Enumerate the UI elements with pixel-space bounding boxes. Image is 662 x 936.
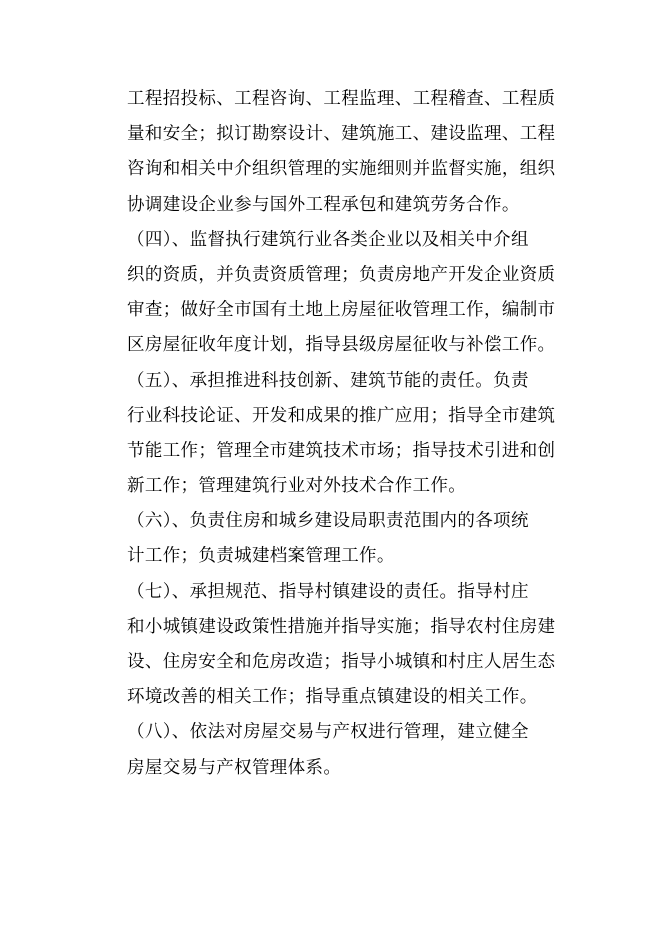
paragraph-item-7 [127,575,567,716]
text-line: 计工作；负责城建档案管理工作。 [127,546,395,567]
paragraph-item-6 [127,504,567,574]
text-line: 织的资质，并负责资质管理；负责房地产开发企业资质 [127,264,556,285]
paragraph-item-5 [127,364,567,505]
text-line: （六）、负责住房和城乡建设局职责范围内的各项统 [127,511,529,532]
text-line: 节能工作；管理全市建筑技术市场；指导技术引进和创 [127,440,556,461]
text-line: （七）、承担规范、指导村镇建设的责任。指导村庄 [127,581,529,602]
text-line: 新工作；管理建筑行业对外技术合作工作。 [127,476,467,497]
text-line: 咨询和相关中介组织管理的实施细则并监督实施，组织 [127,159,556,180]
text-line: 量和安全；拟订勘察设计、建筑施工、建设监理、工程 [127,124,556,145]
body-text [127,82,567,786]
text-line: 工程招投标、工程咨询、工程监理、工程稽查、工程质 [127,89,556,109]
text-line: 设、住房安全和危房改造；指导小城镇和村庄人居生态 [127,652,556,672]
paragraph-item-8 [127,715,567,785]
text-line: 区房屋征收年度计划，指导县级房屋征收与补偿工作。 [127,335,556,356]
text-line: （五）、承担推进科技创新、建筑节能的责任。负责 [127,370,529,391]
text-line: （四）、监督执行建筑行业各类企业以及相关中介组 [127,229,529,250]
paragraph-continuation [127,82,567,223]
text-line: 和小城镇建设政策性措施并指导实施；指导农村住房建 [127,616,556,637]
text-line: 房屋交易与产权管理体系。 [127,757,342,778]
text-line: 审查；做好全市国有土地上房屋征收管理工作，编制市 [127,300,556,321]
text-line: （八）、依法对房屋交易与产权进行管理，建立健全 [127,722,529,743]
text-line: 行业科技论证、开发和成果的推广应用；指导全市建筑 [127,405,556,426]
text-line: 协调建设企业参与国外工程承包和建筑劳务合作。 [127,194,520,215]
paragraph-item-4 [127,223,567,364]
text-line: 环境改善的相关工作；指导重点镇建设的相关工作。 [127,687,538,708]
